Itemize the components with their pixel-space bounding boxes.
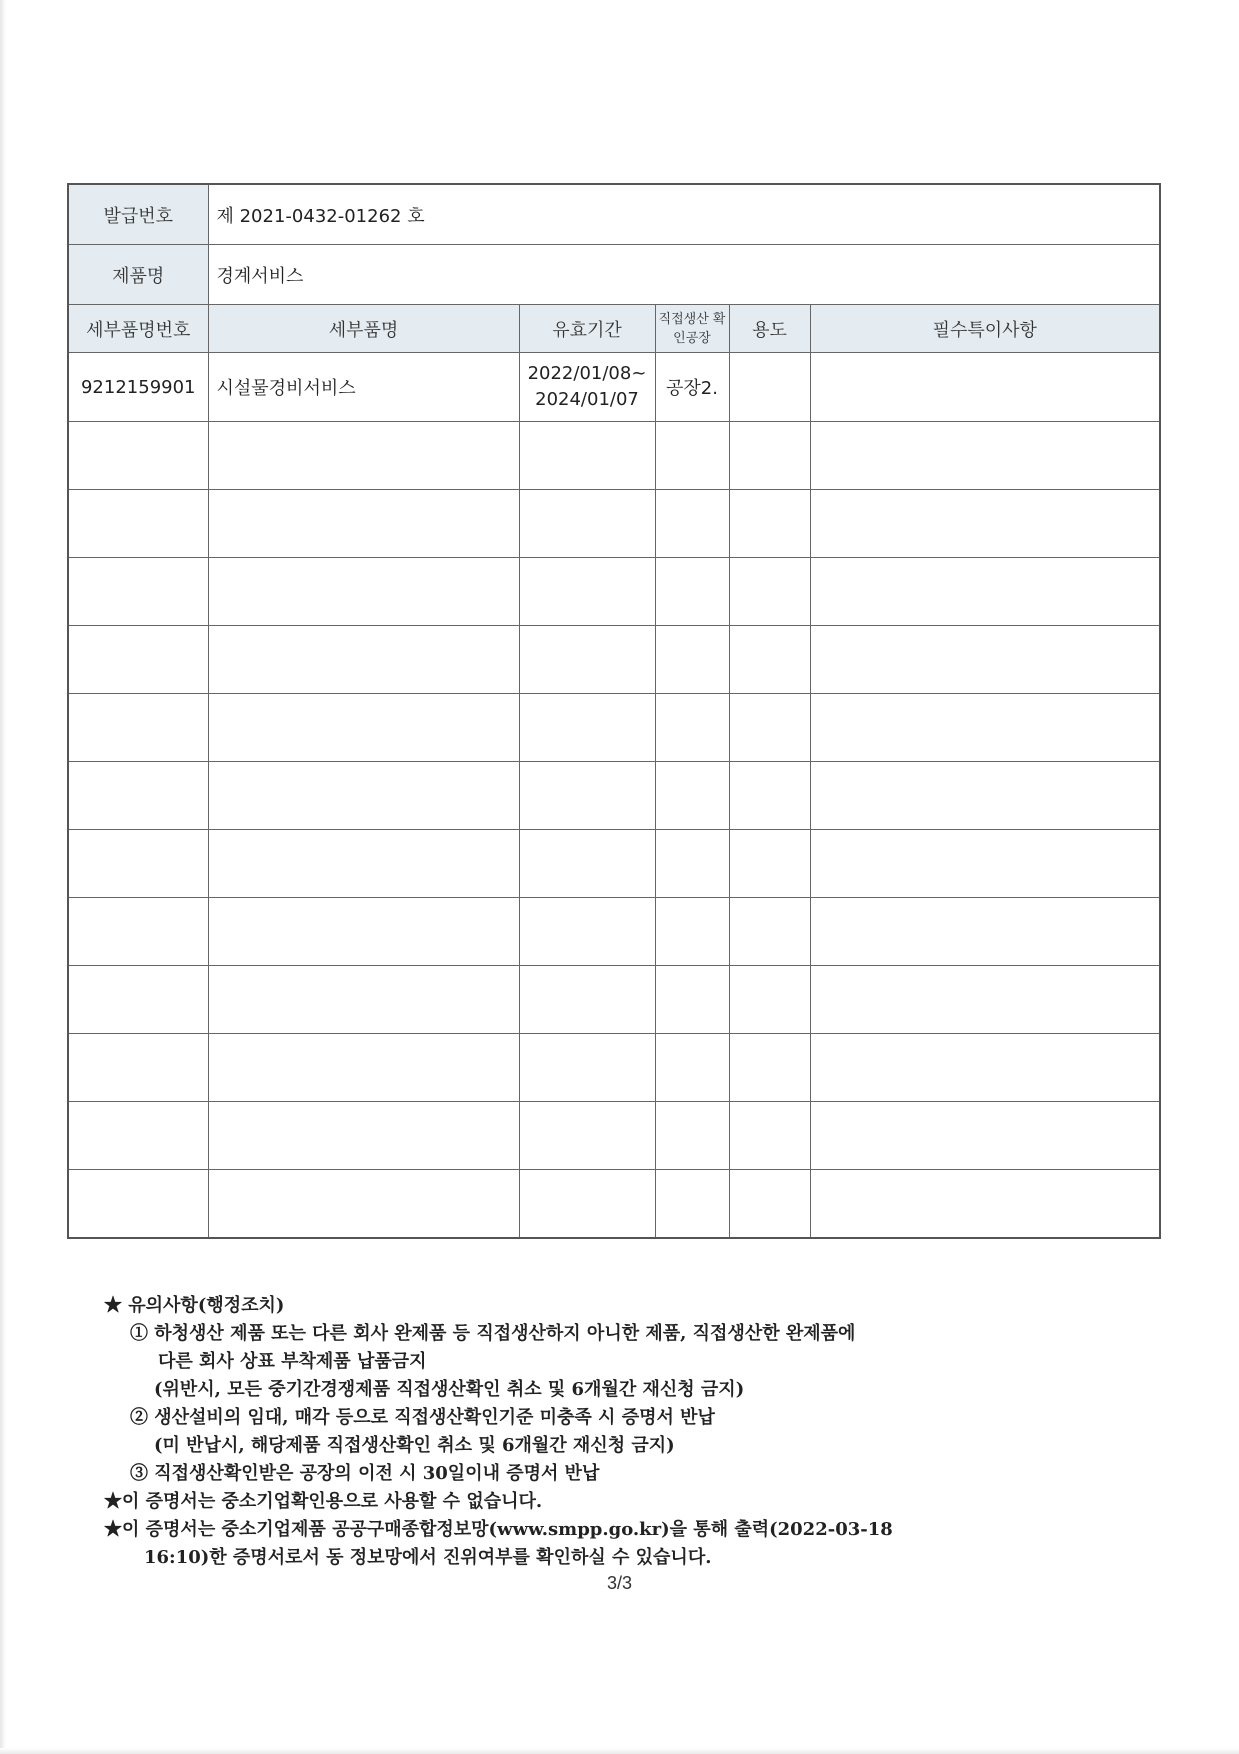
- empty-cell: [208, 422, 519, 490]
- empty-cell: [208, 694, 519, 762]
- product-name-value: 경계서비스: [208, 245, 1160, 305]
- empty-cell: [729, 1034, 810, 1102]
- empty-cell: [729, 966, 810, 1034]
- empty-cell: [68, 966, 208, 1034]
- empty-cell: [519, 1170, 655, 1239]
- product-name-row: [68, 245, 1160, 305]
- empty-cell: [810, 966, 1160, 1034]
- empty-cell: [810, 490, 1160, 558]
- empty-cell: [655, 1170, 729, 1239]
- note-star-2: ★이 증명서는 중소기업확인용으로 사용할 수 없습니다.: [104, 1491, 543, 1512]
- empty-cell: [208, 490, 519, 558]
- table-row: [68, 626, 1160, 694]
- table-row: [68, 966, 1160, 1034]
- empty-cell: [729, 1102, 810, 1170]
- table-row: [68, 422, 1160, 490]
- table-row: [68, 898, 1160, 966]
- table-row: [68, 830, 1160, 898]
- empty-cell: [729, 490, 810, 558]
- empty-cell: [655, 558, 729, 626]
- remarks-cell: [810, 353, 1160, 422]
- empty-cell: [208, 898, 519, 966]
- empty-cell: [729, 830, 810, 898]
- scan-edge: [0, 0, 6, 1754]
- empty-cell: [519, 694, 655, 762]
- empty-cell: [810, 762, 1160, 830]
- empty-cell: [519, 762, 655, 830]
- period-end: 2024/01/07: [535, 389, 639, 410]
- empty-cell: [208, 1102, 519, 1170]
- empty-cell: [208, 830, 519, 898]
- table-row: [68, 490, 1160, 558]
- empty-cell: [68, 422, 208, 490]
- empty-cell: [208, 558, 519, 626]
- empty-cell: [68, 1170, 208, 1239]
- notes-title: ★ 유의사항(행정조치): [104, 1295, 285, 1316]
- empty-cell: [729, 762, 810, 830]
- empty-cell: [519, 830, 655, 898]
- empty-cell: [68, 1034, 208, 1102]
- page-number: 3/3: [606, 1573, 633, 1593]
- table-row: [68, 1102, 1160, 1170]
- empty-cell: [810, 422, 1160, 490]
- empty-cell: [68, 1102, 208, 1170]
- note-item-3: ③ 직접생산확인받은 공장의 이전 시 30일이내 증명서 반납: [130, 1463, 600, 1484]
- empty-cell: [810, 1034, 1160, 1102]
- issue-number-label: 발급번호: [68, 184, 208, 245]
- empty-cell: [729, 558, 810, 626]
- empty-cell: [68, 830, 208, 898]
- note-item-1-cont: 다른 회사 상표 부착제품 납품금지: [158, 1351, 427, 1372]
- empty-cell: [519, 1034, 655, 1102]
- empty-cell: [655, 422, 729, 490]
- header-usage: 용도: [729, 305, 810, 353]
- scan-edge: [0, 1748, 1239, 1754]
- empty-cell: [655, 966, 729, 1034]
- note-item-2-penalty: (미 반납시, 해당제품 직접생산확인 취소 및 6개월간 재신청 금지): [154, 1435, 675, 1456]
- header-validity-period: 유효기간: [519, 305, 655, 353]
- empty-cell: [810, 898, 1160, 966]
- table-row: [68, 1170, 1160, 1239]
- table-row: [68, 694, 1160, 762]
- notes-section: [104, 1292, 1164, 1572]
- table-row: [68, 558, 1160, 626]
- empty-cell: [729, 898, 810, 966]
- issue-number-value: 제 2021-0432-01262 호: [208, 184, 1160, 245]
- table-row: [68, 1034, 1160, 1102]
- empty-cell: [810, 626, 1160, 694]
- empty-cell: [519, 558, 655, 626]
- table-row: [68, 762, 1160, 830]
- empty-cell: [655, 898, 729, 966]
- product-name-label: 제품명: [68, 245, 208, 305]
- validity-period-cell: [519, 353, 655, 422]
- empty-cell: [208, 626, 519, 694]
- certificate-table: [67, 183, 1161, 1239]
- empty-cell: [655, 626, 729, 694]
- note-item-1: ① 하청생산 제품 또는 다른 회사 완제품 등 직접생산하지 아니한 제품, 직접생산한 완제품에: [130, 1323, 856, 1344]
- factory-cell: 공장2.: [655, 353, 729, 422]
- empty-cell: [729, 626, 810, 694]
- empty-cell: [655, 762, 729, 830]
- issue-number-row: [68, 184, 1160, 245]
- note-item-1-penalty: (위반시, 모든 중기간경쟁제품 직접생산확인 취소 및 6개월간 재신청 금지): [154, 1379, 745, 1400]
- item-name-cell: 시설물경비서비스: [208, 353, 519, 422]
- period-start: 2022/01/08~: [527, 363, 647, 384]
- empty-cell: [519, 626, 655, 694]
- usage-cell: [729, 353, 810, 422]
- empty-cell: [810, 558, 1160, 626]
- empty-cell: [68, 694, 208, 762]
- empty-cell: [208, 1170, 519, 1239]
- empty-cell: [729, 422, 810, 490]
- empty-cell: [519, 490, 655, 558]
- note-star-3-cont: 16:10)한 증명서로서 동 정보망에서 진위여부를 확인하실 수 있습니다.: [144, 1547, 712, 1568]
- empty-cell: [655, 490, 729, 558]
- empty-cell: [810, 1102, 1160, 1170]
- item-number-cell: 9212159901: [68, 353, 208, 422]
- empty-cell: [810, 830, 1160, 898]
- empty-cell: [68, 490, 208, 558]
- empty-cell: [519, 1102, 655, 1170]
- empty-cell: [729, 1170, 810, 1239]
- empty-cell: [655, 1034, 729, 1102]
- empty-cell: [68, 762, 208, 830]
- empty-cell: [208, 966, 519, 1034]
- empty-cell: [519, 898, 655, 966]
- empty-cell: [655, 830, 729, 898]
- empty-cell: [68, 898, 208, 966]
- empty-cell: [810, 694, 1160, 762]
- empty-cell: [208, 762, 519, 830]
- note-item-2: ② 생산설비의 임대, 매각 등으로 직접생산확인기준 미충족 시 증명서 반납: [130, 1407, 715, 1428]
- note-star-3: ★이 증명서는 중소기업제품 공공구매종합정보망(www.smpp.go.kr)을 통해 출력(2022-03-18: [104, 1519, 893, 1540]
- table-header-row: [68, 305, 1160, 353]
- empty-cell: [655, 1102, 729, 1170]
- empty-cell: [519, 422, 655, 490]
- table-row: [68, 353, 1160, 422]
- empty-cell: [729, 694, 810, 762]
- empty-cell: [519, 966, 655, 1034]
- header-item-name: 세부품명: [208, 305, 519, 353]
- header-item-number: 세부품명번호: [68, 305, 208, 353]
- header-factory: 직접생산 확인공장: [655, 305, 729, 353]
- empty-cell: [208, 1034, 519, 1102]
- empty-cell: [68, 558, 208, 626]
- empty-cell: [655, 694, 729, 762]
- header-remarks: 필수특이사항: [810, 305, 1160, 353]
- empty-cell: [68, 626, 208, 694]
- empty-cell: [810, 1170, 1160, 1239]
- empty-rows: [68, 422, 1160, 1239]
